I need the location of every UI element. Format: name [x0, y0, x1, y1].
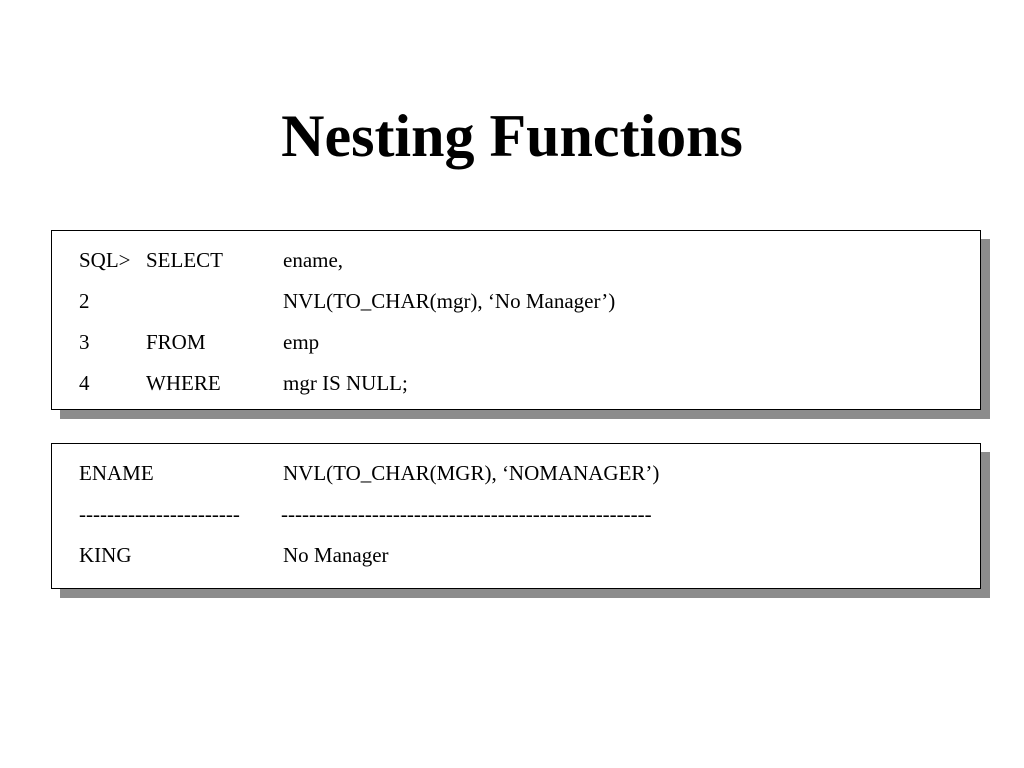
query-line-expression: mgr IS NULL;	[283, 371, 408, 395]
result-column-header: NVL(TO_CHAR(MGR), ‘NOMANAGER’)	[283, 461, 660, 485]
query-line-number: 2	[79, 289, 90, 313]
query-line-number: 4	[79, 371, 90, 395]
query-line-clause: FROM	[146, 330, 206, 354]
query-line-clause: WHERE	[146, 371, 221, 395]
query-line-expression: emp	[283, 330, 320, 354]
query-line-number: 3	[79, 330, 90, 354]
result-column-header: ENAME	[79, 461, 154, 485]
result-separator: -----------------------------------------------------	[281, 502, 652, 526]
slide-title: Nesting Functions	[281, 103, 743, 169]
query-line-prompt: SQL>	[79, 248, 131, 272]
result-separator: -----------------------	[79, 502, 240, 526]
query-line-expression: NVL(TO_CHAR(mgr), ‘No Manager’)	[283, 289, 616, 313]
result-cell: No Manager	[283, 543, 389, 567]
query-line-clause: SELECT	[146, 248, 223, 272]
sql-query-box	[51, 230, 981, 410]
query-result-box	[51, 443, 981, 589]
result-cell: KING	[79, 543, 132, 567]
query-line-expression: ename,	[283, 248, 344, 272]
